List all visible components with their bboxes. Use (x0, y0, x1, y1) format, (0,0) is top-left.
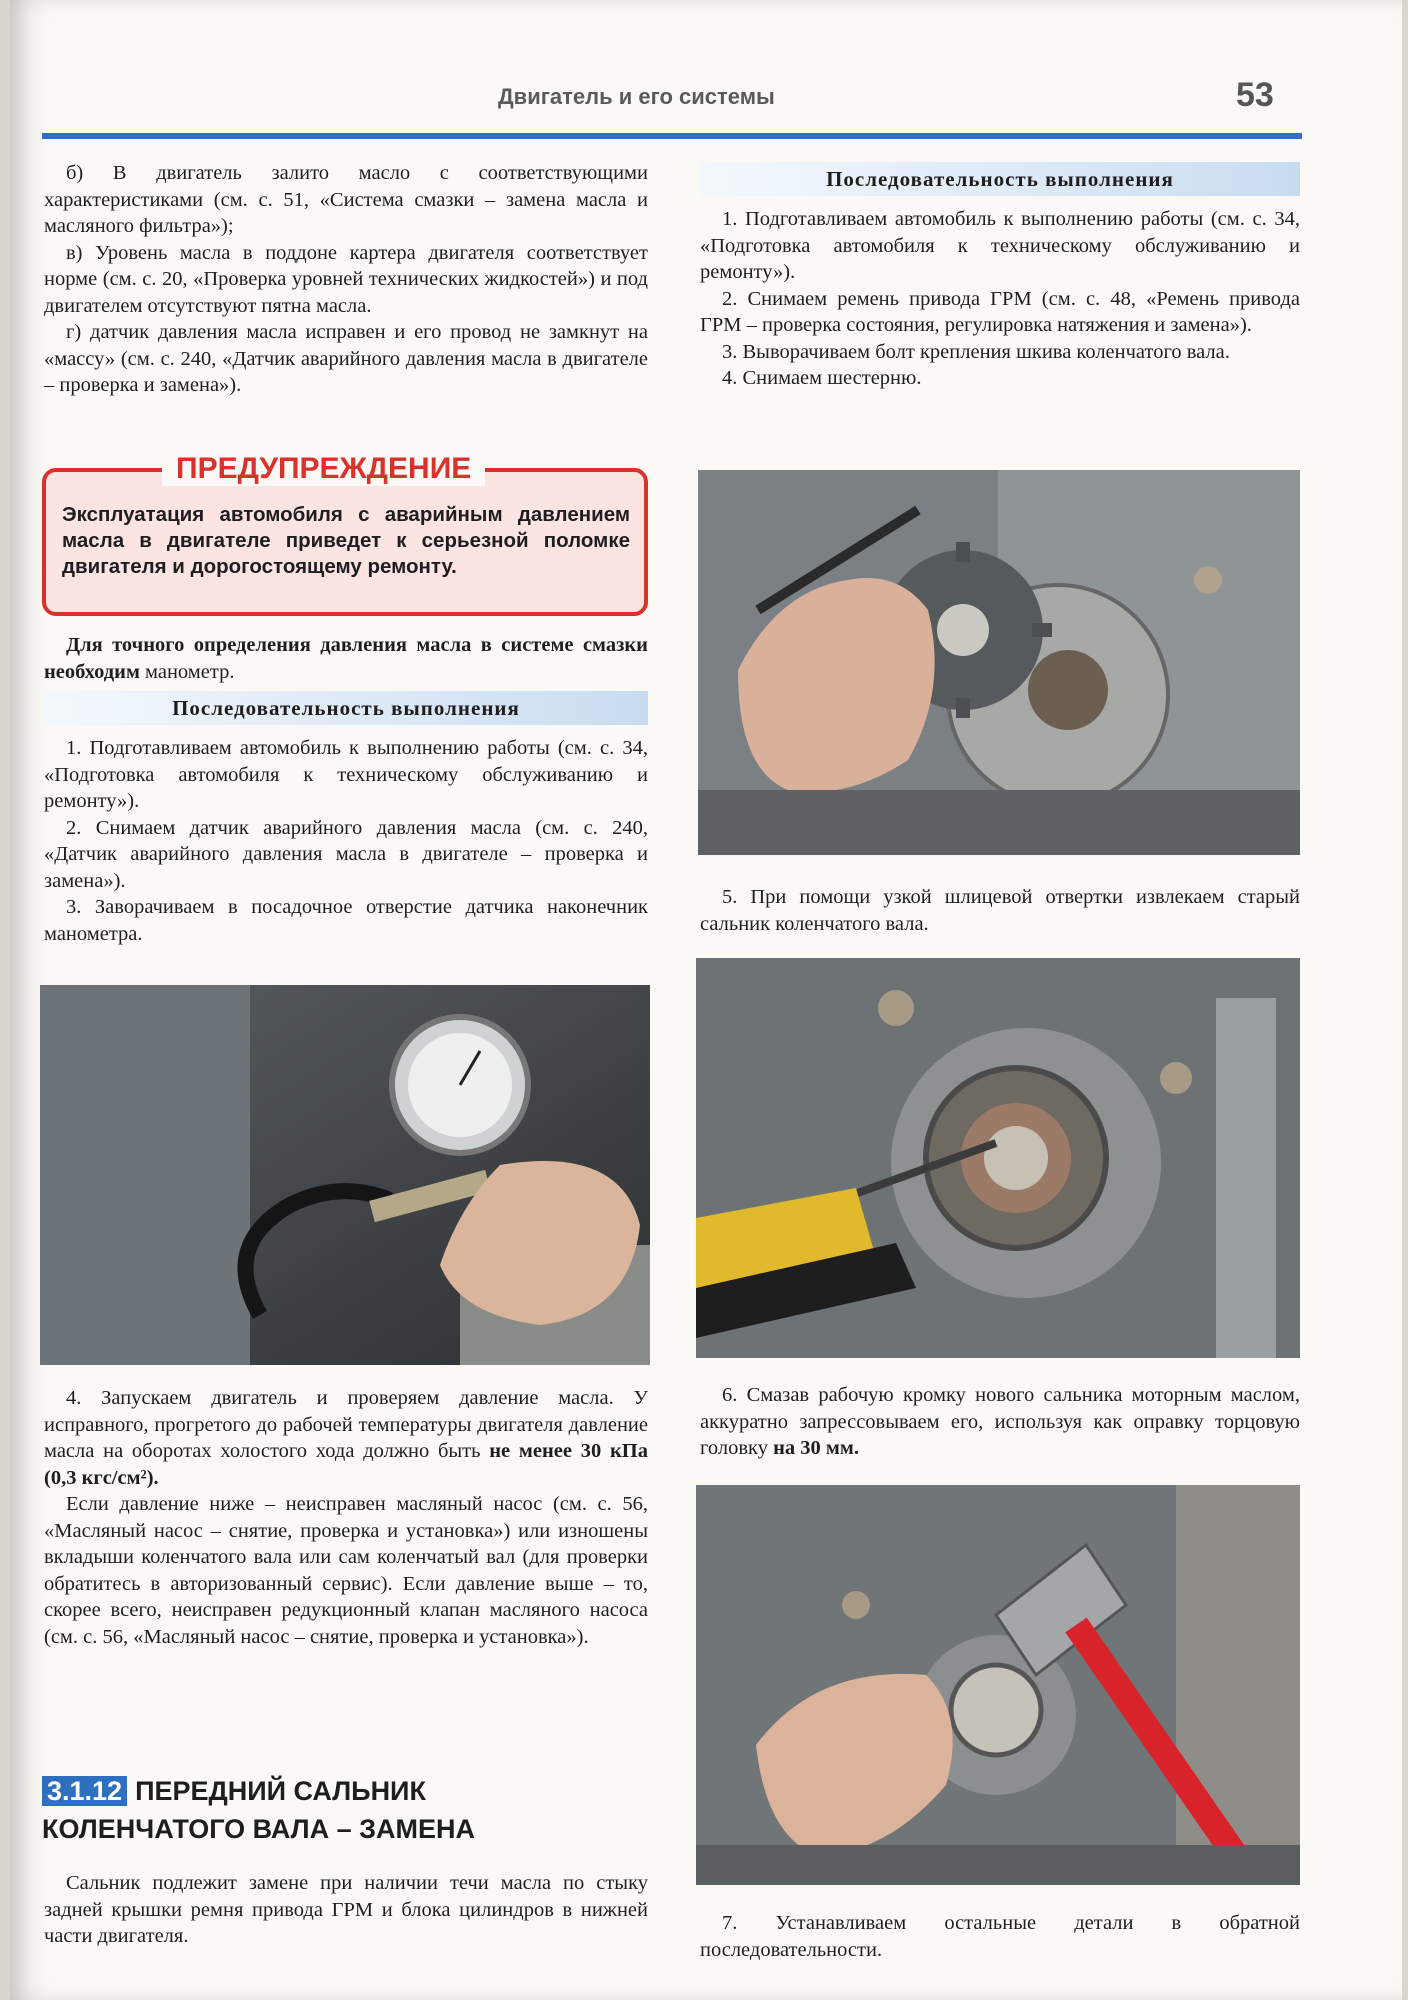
sequence-heading: Последовательность выполнения (44, 691, 648, 725)
section-title-line1: ПЕРЕДНИЙ САЛЬНИК (135, 1776, 426, 1806)
right-step6 (700, 1382, 1300, 1462)
sequence-heading-right: Последовательность выполнения (700, 162, 1300, 196)
step (44, 1385, 648, 1491)
step: 2. Снимаем ремень привода ГРМ (см. с. 48, «Ремень привода ГРМ – проверка состояния, регулировка натяжения и замена»). (700, 287, 1300, 336)
running-header: Двигатель и его системы (498, 84, 775, 109)
section-title-line2: КОЛЕНЧАТОГО ВАЛА – ЗАМЕНА (42, 1814, 476, 1844)
section-intro-block (44, 1870, 648, 1950)
photo-oil-pressure-gauge (40, 985, 650, 1365)
warning-label: ПРЕДУПРЕЖДЕНИЕ (162, 452, 485, 486)
intro-paragraph: б) В двигатель залито масло с соответствующими характеристиками (см. с. 51, «Система смазки – замена масла и масляного фильтра»); (44, 162, 648, 237)
gauge-note-bold: Для точного определения давления масла в системе смазки необходим (44, 634, 648, 683)
warning-text: Эксплуатация автомобиля с аварийным давлением масла в двигателе приведет к серьезной поломке двигателя и дорогостоящему ремонту. (62, 503, 630, 578)
step: 1. Подготавливаем автомобиль к выполнению работы (см. с. 34, «Подготовка автомобиля к техническому обслуживанию и ремонту»). (700, 208, 1300, 283)
left-sequence (44, 632, 648, 947)
gauge-note-rest: манометр. (139, 660, 235, 683)
right-sequence (700, 162, 1300, 392)
step: 2. Снимаем датчик аварийного давления масла (см. с. 240, «Датчик аварийного давления масла в двигателе – проверка и замена»). (44, 816, 648, 892)
right-step7 (700, 1910, 1300, 1963)
step4-text: 4. Запускаем двигатель и проверяем давление масла. У исправного, прогретого до рабочей температуры двигателя давление масла на оборотах холостого хода должно быть (44, 1387, 648, 1462)
step (700, 1382, 1300, 1462)
step6-text: 6. Смазав рабочую кромку нового сальника моторным маслом, аккуратно запрессовываем его, используя как оправку торцовую головку (700, 1384, 1300, 1459)
step: 1. Подготавливаем автомобиль к выполнению работы (см. с. 34, «Подготовка автомобиля к техническому обслуживанию и ремонту»). (44, 737, 648, 812)
intro-paragraph: в) Уровень масла в поддоне картера двигателя соответствует норме (см. с. 20, «Проверка уровней технических жидкостей») и под двигателем отсутствуют пятна масла. (44, 241, 648, 317)
section-heading (42, 1772, 475, 1848)
section-number: 3.1.12 (42, 1776, 127, 1806)
photo-removing-gear (698, 470, 1300, 855)
step: 3. Заворачиваем в посадочное отверстие датчика наконечник манометра. (44, 896, 648, 945)
warning-box (42, 452, 648, 616)
left-step4 (44, 1385, 648, 1650)
intro-paragraph: г) датчик давления масла исправен и его провод не замкнут на «массу» (см. с. 240, «Датчик аварийного давления масла в двигателе – проверка и замена»). (44, 321, 648, 396)
right-step5 (700, 884, 1300, 937)
step4-bold: не менее 30 кПа (0,3 кгс/см²). (44, 1440, 648, 1489)
section-intro: Сальник подлежит замене при наличии течи масла по стыку задней крышки ремня привода ГРМ и блока цилиндров в нижней части двигателя. (44, 1872, 648, 1947)
header-rule (42, 133, 1302, 139)
step: 3. Выворачиваем болт крепления шкива коленчатого вала. (722, 340, 1230, 363)
gauge-note (44, 632, 648, 685)
step: 5. При помощи узкой шлицевой отвертки извлекаем старый сальник коленчатого вала. (700, 886, 1300, 935)
step: 7. Устанавливаем остальные детали в обратной последовательности. (700, 1912, 1300, 1961)
photo-screwdriver-seal (696, 958, 1300, 1358)
step6-bold: на 30 мм. (773, 1437, 859, 1459)
photo-hammer-seal (696, 1485, 1300, 1885)
page-number: 53 (1236, 76, 1274, 114)
step: 4. Снимаем шестерню. (722, 367, 922, 389)
step4-continuation: Если давление ниже – неисправен масляный насос (см. с. 56, «Масляный насос – снятие, проверка и установка») или изношены вкладыши коленчатого вала или сам коленчатый вал (для проверки обратитесь в авторизованный сервис). Если давление выше – то, скорее всего, неисправен редукционный клапан масляного насоса (см. с. 56, «Масляный насос – снятие, проверка и установка»). (44, 1493, 648, 1648)
left-intro (44, 160, 648, 399)
page (10, 0, 1402, 2000)
